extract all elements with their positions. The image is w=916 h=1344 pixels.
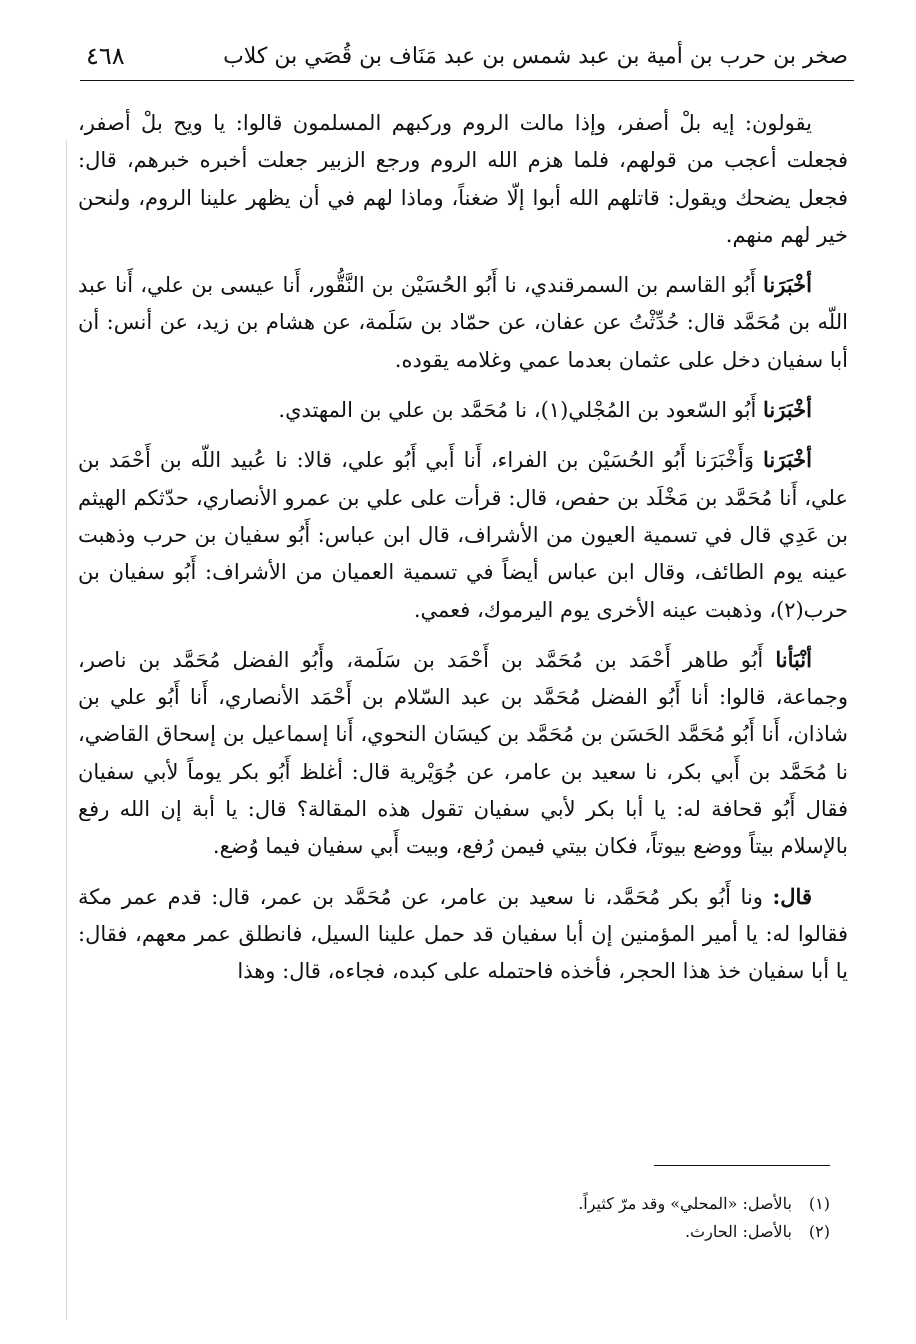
running-title: صخر بن حرب بن أمية بن عبد شمس بن عبد مَنَاف بن قُصَي بن كلاب	[223, 43, 848, 69]
margin-line	[66, 140, 67, 1320]
paragraph-text: أَبُو طاهر أَحْمَد بن مُحَمَّد بن أَحْمَد بن سَلَمة، وأَبُو الفضل مُحَمَّد بن ناصر، وجماعة، قالوا: أنا أَبُو الفضل مُحَمَّد بن عبد السّلام بن أَحْمَد الأنصاري، أَنا أَبُو علي بن شاذان، أَنا أَبُو مُحَمَّد الحَسَن بن مُحَمَّد بن كيسَان النحوي، أَنا إسماعيل بن إسحاق القاضي، نا مُحَمَّد بن أَبي بكر، نا سعيد بن عامر، عن جُوَيْرية قال: أغلظ أَبُو بكر يوماً لأبي سفيان فقال أَبُو قحافة له: يا أبا بكر لأبي سفيان تقول هذه المقالة؟ قال: يا أبة إن الله رفع بالإسلام بيتاً ووضع بيوتاً، فكان بيتي فيمن رُفع، وبيت أَبي سفيان فيما وُضع.	[78, 647, 848, 859]
paragraph-lead: أخْبَرَنا	[763, 397, 812, 423]
paragraph	[78, 641, 848, 866]
paragraph	[78, 441, 848, 628]
paragraph	[78, 104, 848, 254]
paragraph-lead: قال:	[772, 883, 812, 909]
main-text	[78, 104, 848, 991]
paragraph-text: أَبُو القاسم بن السمرقندي، نا أَبُو الحُسَيْن بن النَّقُّور، أَنا عيسى بن علي، أَنا عبد اللّه بن مُحَمَّد قال: حُدِّثْتُ عن عفان، عن حمّاد بن سَلَمة، عن هشام بن زيد، عن أنس: أن أبا سفيان دخل على عثمان بعدما عمي وغلامه يقوده.	[78, 273, 848, 372]
footnote	[120, 1218, 830, 1246]
header-rule	[80, 80, 854, 81]
page-number: ٤٦٨	[86, 42, 125, 70]
paragraph	[78, 266, 848, 379]
footnote	[120, 1190, 830, 1218]
paragraph	[78, 878, 848, 991]
paragraph-lead: أخْبَرَنا	[763, 447, 812, 473]
paragraph	[78, 391, 848, 429]
paragraph-lead: أخْبَرَنا	[763, 272, 812, 298]
footnote-text: بالأصل: الحارث.	[684, 1222, 792, 1241]
footnote-number: (٢)	[808, 1222, 830, 1241]
footnote-rule	[654, 1165, 830, 1166]
page-header	[86, 38, 848, 74]
paragraph-text: يقولون: إيه بلْ أصفر، وإذا مالت الروم وركبهم المسلمون قالوا: يا ويح بلْ أصفر، فجعلت أعجب من قولهم، فلما هزم الله الروم ورجع الزبير جعلت أخبره خبرهم، قال: فجعل يضحك ويقول: قاتلهم الله أبوا إلّا ضغناً، وماذا لهم في أن يظهر علينا الروم، ولنحن خير لهم منهم.	[78, 111, 849, 247]
footnote-number: (١)	[808, 1194, 830, 1213]
paragraph-text: ونا أَبُو بكر مُحَمَّد، نا سعيد بن عامر، عن مُحَمَّد بن عمر، قال: قدم عمر مكة فقالوا له: يا أمير المؤمنين إن أبا سفيان قد حمل علينا السيل، فانطلق عمر معهم، فقال: يا أبا سفيان خذ هذا الحجر، فأخذه فاحتمله على كبده، فجاءه، قال: وهذا	[78, 884, 848, 984]
footnotes	[120, 1190, 830, 1246]
paragraph-text: وَأَخْبَرَنا أَبُو الحُسَيْن بن الفراء، أَنا أَبي أَبُو علي، قالا: نا عُبيد اللّه بن أَحْمَد بن علي، أَنا مُحَمَّد بن مَخْلَد بن حفص، قال: قرأت على علي بن عمرو الأنصاري، حدّثكم الهيثم بن عَدِي قال في تسمية العيون من الأشراف، قال ابن عباس: أَبُو سفيان بن حرب وذهبت عينه يوم الطائف، وقال ابن عباس أيضاً في تسمية العميان من الأشراف: أَبُو سفيان بن حرب(٢)، وذهبت عينه الأخرى يوم اليرموك، فعمي.	[78, 448, 848, 622]
paragraph-lead: أنْبَأنا	[775, 646, 812, 672]
paragraph-text: أَبُو السّعود بن المُجْلي(١)، نا مُحَمَّد بن علي بن المهتدي.	[278, 398, 764, 423]
footnote-text: بالأصل: «المحلي» وقد مرّ كثيراً.	[578, 1194, 792, 1213]
